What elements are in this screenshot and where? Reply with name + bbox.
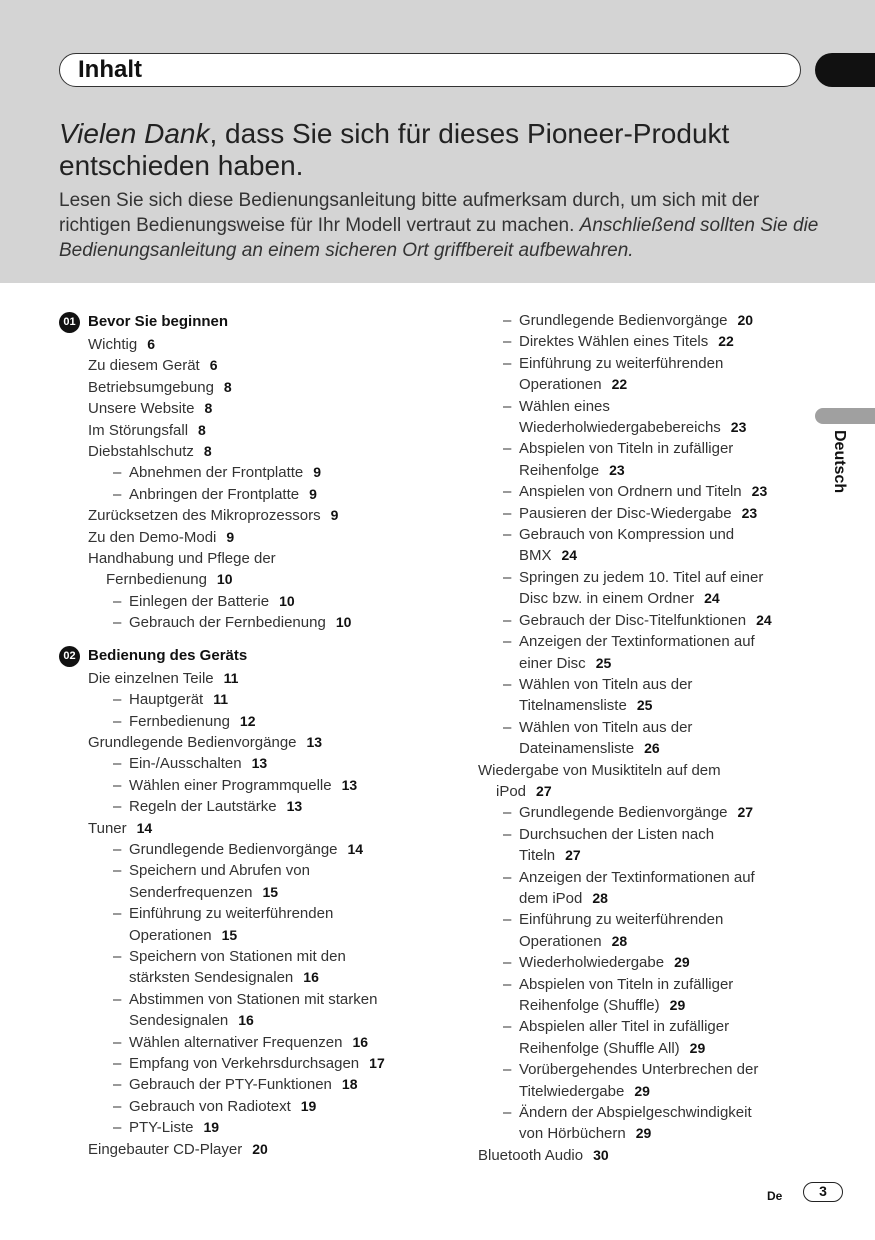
toc-entry[interactable]: Diebstahlschutz 8 xyxy=(88,443,212,461)
toc-column-right xyxy=(478,310,808,1166)
section-heading[interactable] xyxy=(58,310,468,334)
toc-subentry[interactable]: – Ändern der Abspielgeschwindigkeit von Hörbüchern 29 xyxy=(503,1104,752,1143)
toc-subentry[interactable]: – Einführung zu weiterführenden Operationen 22 xyxy=(503,354,724,394)
section-title: Bedienung des Geräts xyxy=(88,646,248,664)
section-number-badge: 01 xyxy=(59,312,80,333)
section-title: Bevor Sie beginnen xyxy=(88,313,229,330)
headline xyxy=(59,118,819,182)
toc-entry[interactable]: Tuner 14 xyxy=(88,819,153,837)
headline-italic: Vielen Dank xyxy=(59,118,210,149)
language-tab-label: Deutsch xyxy=(831,430,848,494)
intro-regular: Lesen Sie sich diese Bedienungsanleitung bitte aufmerksam durch, um sich mit der richtigen Bedienungsweise für Ihr Modell vertraut zu machen. xyxy=(59,190,760,236)
toc-entry[interactable]: Bluetooth Audio 30 xyxy=(478,1146,609,1164)
toc-subentry[interactable]: – Gebrauch von Kompression und BMX 24 xyxy=(503,526,735,565)
intro-paragraph xyxy=(59,188,819,263)
toc-subentry[interactable]: – Abspielen von Titeln in zufälliger Reihenfolge 23 xyxy=(503,440,734,479)
toc-entry[interactable]: Betriebsumgebung 8 xyxy=(88,378,232,396)
toc-subentry[interactable]: – Abspielen aller Titel in zufälliger Reihenfolge (Shuffle All) 29 xyxy=(503,1018,730,1057)
toc-entry[interactable]: Unsere Website 8 xyxy=(88,400,213,418)
toc-subentry[interactable]: – Speichern und Abrufen von Senderfrequenzen 15 xyxy=(113,862,310,901)
toc-subentry[interactable]: – Anzeigen der Textinformationen auf dem iPod 28 xyxy=(503,868,755,907)
toc-subentry[interactable]: – Abnehmen der Frontplatte 9 xyxy=(113,464,322,482)
page-title: Inhalt xyxy=(78,56,142,83)
toc-subentry[interactable]: – Pausieren der Disc-Wiedergabe 23 xyxy=(503,504,758,522)
toc-subentry[interactable]: – Ein-/Ausschalten 13 xyxy=(113,755,268,773)
toc-subentry[interactable]: – Wählen von Titeln aus der Titelnamensliste 25 xyxy=(503,675,693,715)
section-heading[interactable] xyxy=(58,644,468,668)
section-number-badge: 02 xyxy=(59,646,80,667)
toc-subentry[interactable]: – Gebrauch der Fernbedienung 10 xyxy=(113,614,352,632)
toc-subentry[interactable]: – Wählen eines Wiederholwiedergabebereichs 23 xyxy=(503,397,747,437)
toc-subentry[interactable]: – Vorübergehendes Unterbrechen der Titelwiedergabe 29 xyxy=(503,1061,759,1100)
page-number-badge: 3 xyxy=(803,1182,843,1202)
toc-subentry[interactable]: – Springen zu jedem 10. Titel auf einer Disc bzw. in einem Ordner 24 xyxy=(503,568,764,608)
header-band xyxy=(0,0,875,283)
toc-subentry[interactable]: – Speichern von Stationen mit den stärksten Sendesignalen 16 xyxy=(113,947,346,987)
toc-subentry[interactable]: – PTY-Liste 19 xyxy=(113,1119,220,1137)
toc-subentry[interactable]: – Wählen alternativer Frequenzen 16 xyxy=(113,1033,369,1051)
toc-subentry[interactable]: – Grundlegende Bedienvorgänge 27 xyxy=(503,804,754,822)
toc-subentry[interactable]: – Gebrauch der Disc-Titelfunktionen 24 xyxy=(503,611,772,629)
toc-entry[interactable]: Wiedergabe von Musiktiteln auf dem iPod 27 xyxy=(478,761,721,800)
footer-language: De xyxy=(767,1189,783,1203)
toc-entry[interactable]: Handhabung und Pflege der Fernbedienung 10 xyxy=(88,550,276,589)
section-title-pill xyxy=(59,53,801,87)
toc-subentry[interactable]: – Einführung zu weiterführenden Operationen 28 xyxy=(503,911,724,950)
toc-subentry[interactable]: – Anzeigen der Textinformationen auf einer Disc 25 xyxy=(503,633,755,672)
toc-subentry[interactable]: – Wählen von Titeln aus der Dateinamensliste 26 xyxy=(503,718,693,758)
toc-subentry[interactable]: – Grundlegende Bedienvorgänge 14 xyxy=(113,840,364,858)
toc-subentry[interactable]: – Wählen einer Programmquelle 13 xyxy=(113,776,358,794)
toc-subentry[interactable]: – Hauptgerät 11 xyxy=(113,691,229,709)
toc-subentry[interactable]: – Einlegen der Batterie 10 xyxy=(113,592,295,610)
toc-subentry[interactable]: – Direktes Wählen eines Titels 22 xyxy=(503,333,734,351)
toc-subentry[interactable]: – Empfang von Verkehrsdurchsagen 17 xyxy=(113,1055,385,1072)
toc-entry[interactable]: Im Störungsfall 8 xyxy=(88,421,206,439)
toc-subentry[interactable]: – Abstimmen von Stationen mit starken Sendesignalen 16 xyxy=(113,990,378,1030)
toc-subentry[interactable]: – Durchsuchen der Listen nach Titeln 27 xyxy=(503,825,715,865)
toc-entry[interactable]: Zu diesem Gerät 6 xyxy=(88,357,218,375)
headline-rest: , dass Sie sich für dieses Pioneer-Produkt entschieden haben. xyxy=(59,118,730,181)
toc-subentry[interactable]: – Grundlegende Bedienvorgänge 20 xyxy=(503,312,754,329)
toc-entry[interactable]: Zu den Demo-Modi 9 xyxy=(88,528,235,546)
toc-subentry[interactable]: – Anbringen der Frontplatte 9 xyxy=(113,485,317,503)
toc-subentry[interactable]: – Abspielen von Titeln in zufälliger Reihenfolge (Shuffle) 29 xyxy=(503,975,734,1014)
header-black-tab xyxy=(815,53,875,87)
intro-italic: Anschließend sollten Sie die Bedienungsanleitung an einem sicheren Ort griffbereit aufbewahren. xyxy=(59,215,819,261)
toc-entry[interactable]: Eingebauter CD-Player 20 xyxy=(88,1140,268,1158)
toc-entry[interactable]: Zurücksetzen des Mikroprozessors 9 xyxy=(88,507,339,525)
toc-entry[interactable]: Wichtig 6 xyxy=(88,336,155,353)
toc-subentry[interactable]: – Anspielen von Ordnern und Titeln 23 xyxy=(503,483,768,501)
toc-column-left xyxy=(58,310,468,1160)
language-tab-marker xyxy=(815,408,875,424)
toc-subentry[interactable]: – Fernbedienung 12 xyxy=(113,712,256,730)
toc-subentry[interactable]: – Wiederholwiedergabe 29 xyxy=(503,954,690,972)
toc-entry[interactable]: Die einzelnen Teile 11 xyxy=(88,669,239,687)
toc-subentry[interactable]: – Gebrauch von Radiotext 19 xyxy=(113,1097,317,1115)
toc-subentry[interactable]: – Regeln der Lautstärke 13 xyxy=(113,798,303,816)
toc-subentry[interactable]: – Einführung zu weiterführenden Operationen 15 xyxy=(113,905,334,944)
toc-entry[interactable]: Grundlegende Bedienvorgänge 13 xyxy=(88,733,323,751)
toc-subentry[interactable]: – Gebrauch der PTY-Funktionen 18 xyxy=(113,1076,358,1094)
